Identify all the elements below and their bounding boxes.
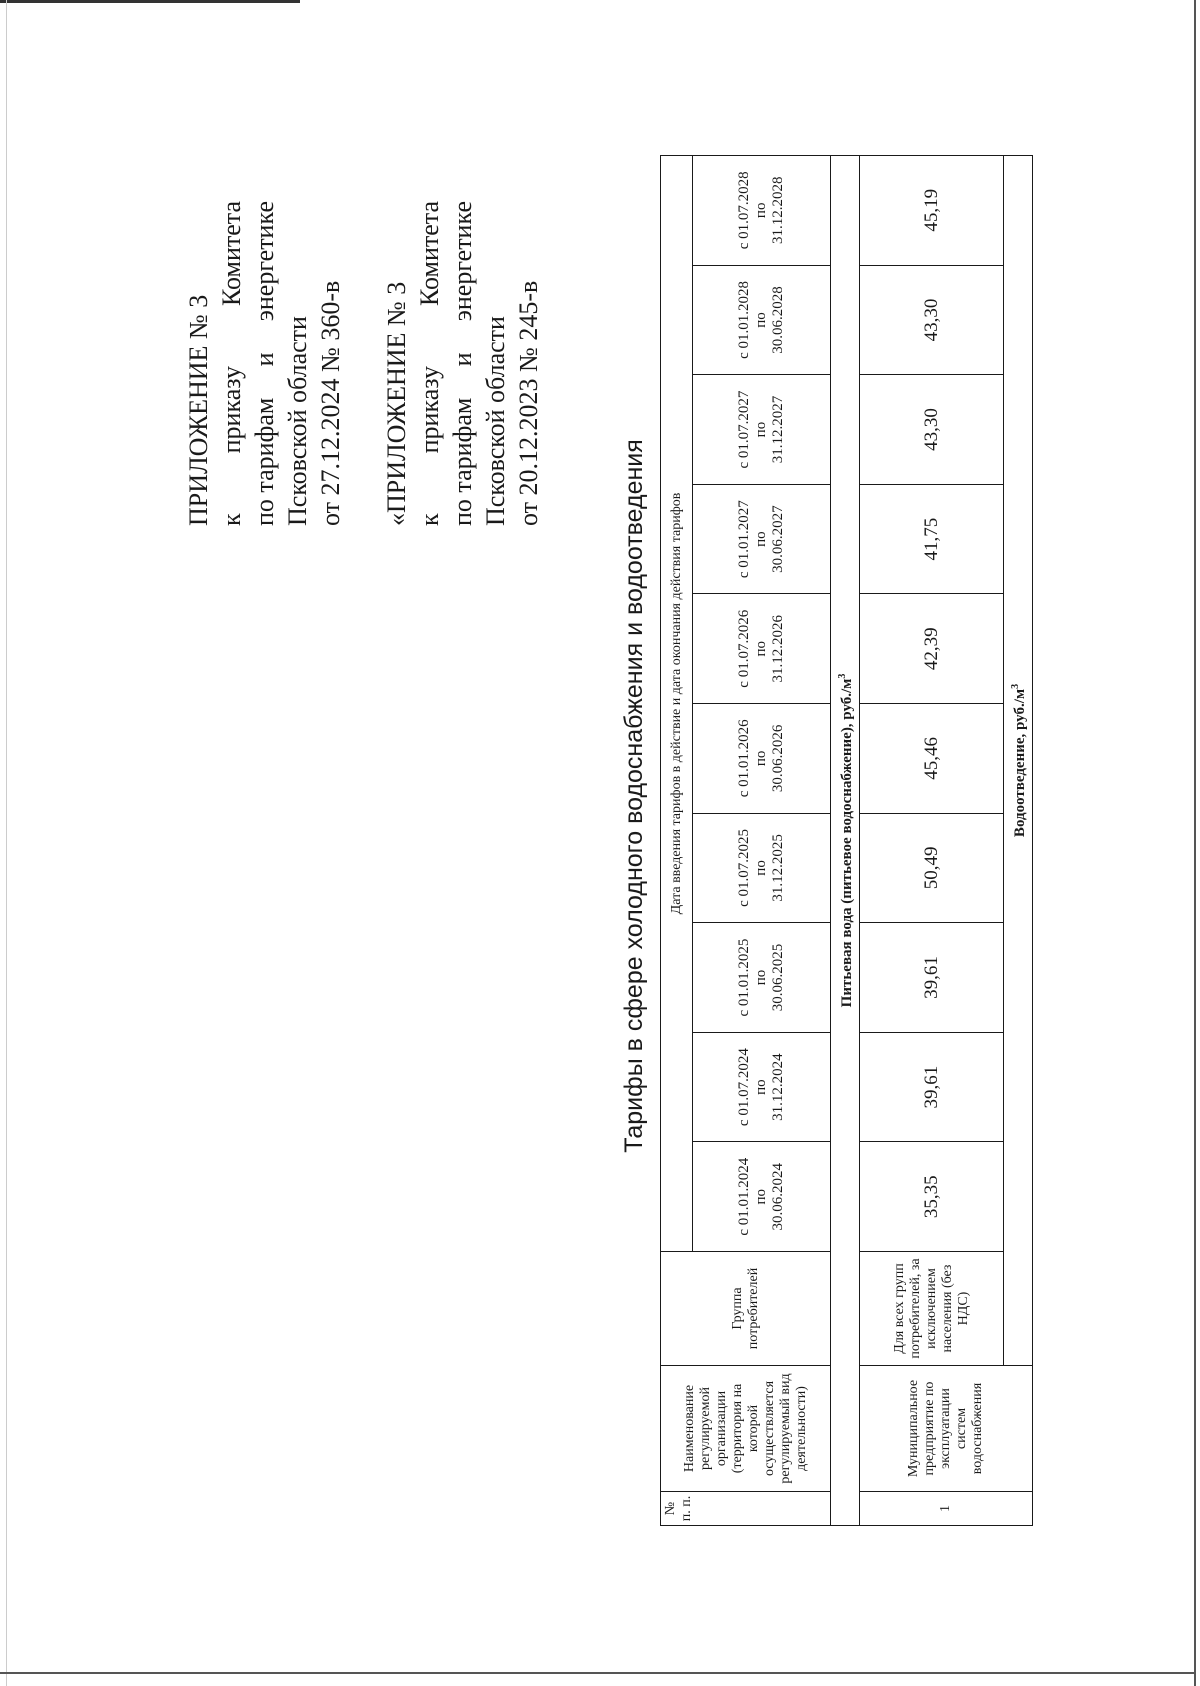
appendix-line-order: к приказу Комитета: [415, 201, 444, 526]
tariff-value: 43,30: [860, 265, 1004, 375]
section-row-sewage: [1004, 155, 1033, 1525]
header-consumer-group: Группа потребителей: [661, 1252, 831, 1366]
tariff-value: 45,46: [860, 704, 1004, 814]
table-row: [860, 155, 1004, 1525]
tariff-table: [660, 155, 1033, 1526]
period-cell: с 01.07.2026 по 31.12.2026: [693, 594, 831, 704]
appendix-line-order: к приказу Комитета: [217, 201, 246, 526]
period-cell: с 01.01.2028 по 30.06.2028: [693, 265, 831, 375]
tariff-value: 43,30: [860, 375, 1004, 485]
header-num: № п. п.: [661, 1492, 831, 1526]
appendix-line-committee: по тарифам и энергетике: [448, 201, 477, 526]
period-cell: с 01.07.2024 по 31.12.2024: [693, 1032, 831, 1142]
header-organization: Наименование регулируемой организации (территория на которой осуществляется регулируемый вид деятельности): [661, 1366, 831, 1492]
section-sewage: Водоотведение, $руб./м^3$: [1004, 155, 1033, 1365]
appendix-date-number: от 20.12.2023 № 245-в: [514, 280, 543, 526]
period-cell: с 01.01.2024 по 30.06.2024: [693, 1142, 831, 1252]
tariff-value: 39,61: [860, 1032, 1004, 1142]
tariff-value: 45,19: [860, 155, 1004, 265]
appendix-title: ПРИЛОЖЕНИЕ № 3: [184, 294, 213, 526]
appendix-date-number: от 27.12.2024 № 360-в: [316, 280, 345, 526]
period-cell: с 01.07.2025 по 31.12.2025: [693, 813, 831, 923]
period-cell: с 01.01.2025 по 30.06.2025: [693, 923, 831, 1033]
appendix-line-committee: по тарифам и энергетике: [250, 201, 279, 526]
period-cell: с 01.07.2027 по 31.12.2027: [693, 375, 831, 485]
tariff-value: 41,75: [860, 484, 1004, 594]
appendix-title: «ПРИЛОЖЕНИЕ № 3: [382, 281, 411, 526]
section-drinking-water: Питьевая вода (питьевое водоснабжение), $руб./м^3$: [831, 155, 860, 1525]
document-title: Тарифы в сфере холодного водоснабжения и водоотведения: [620, 439, 648, 1153]
header-row-caption: [661, 155, 693, 1525]
appendix-previous-header: [380, 201, 545, 526]
appendix-region: Псковской области: [481, 316, 510, 526]
header-dates-caption: Дата введения тарифов в действие и дата окончания действия тарифов: [661, 155, 693, 1251]
row-organization: Муниципальное предприятие по эксплуатации систем водоснабжения: [860, 1366, 1033, 1492]
period-cell: с 01.01.2026 по 30.06.2026: [693, 704, 831, 814]
row-consumer-group: Для всех групп потребителей, за исключением населения (без НДС): [860, 1252, 1004, 1366]
tariff-value: 50,49: [860, 813, 1004, 923]
section-row-drinking-water: [831, 155, 860, 1525]
tariff-value: 42,39: [860, 594, 1004, 704]
tariff-value: 39,61: [860, 923, 1004, 1033]
period-cell: с 01.07.2028 по 31.12.2028: [693, 155, 831, 265]
period-cell: с 01.01.2027 по 30.06.2027: [693, 484, 831, 594]
tariff-value: 35,35: [860, 1142, 1004, 1252]
appendix-region: Псковской области: [283, 316, 312, 526]
appendix-current-header: [182, 201, 347, 526]
row-number: 1: [860, 1492, 1033, 1526]
